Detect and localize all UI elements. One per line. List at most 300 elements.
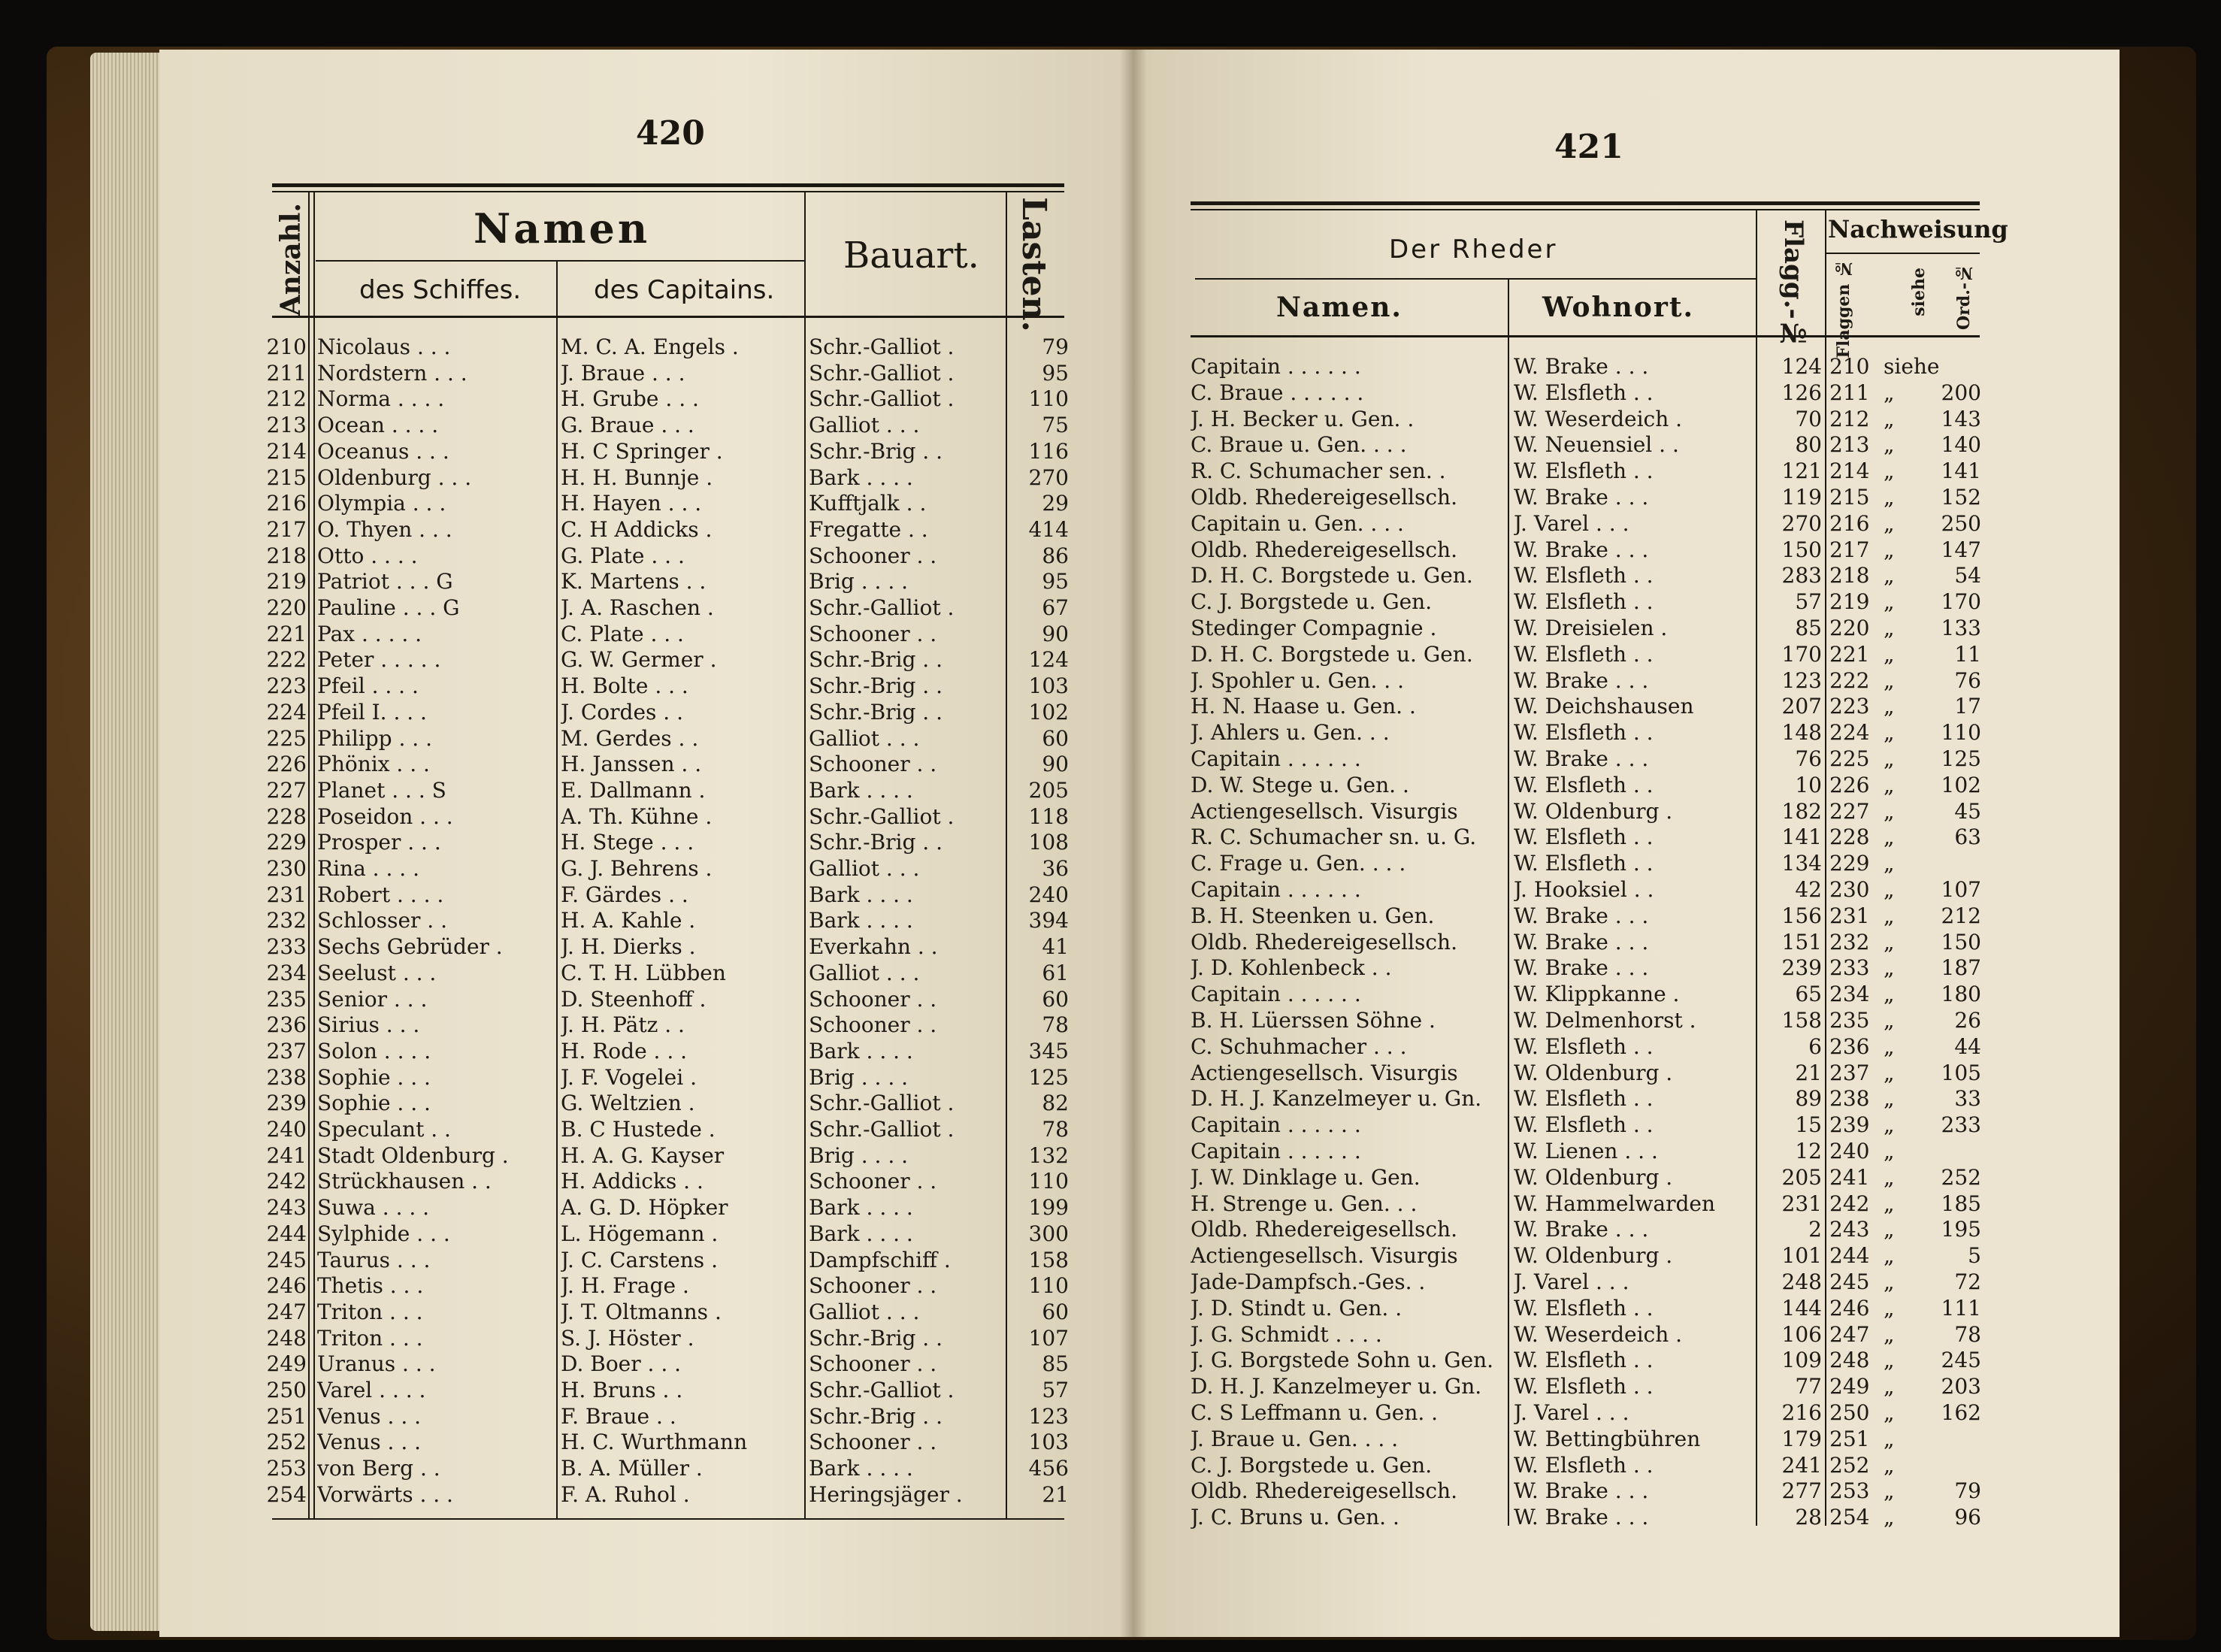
tonnage: 270 <box>1028 464 1069 490</box>
captain-name: M. Gerdes . . <box>561 725 699 751</box>
left-namen-rule <box>316 260 804 262</box>
owner-residence: W. Hammelwarden <box>1514 1191 1715 1216</box>
table-row <box>0 537 2221 563</box>
flag-number: 89 <box>1795 1086 1822 1112</box>
table-row <box>0 615 2221 641</box>
flag-number: 77 <box>1795 1374 1822 1399</box>
flags-ref: 217 <box>1829 537 1870 562</box>
row-number: 224 <box>266 699 307 725</box>
owner-name: J. D. Kohlenbeck . . <box>1191 955 1392 981</box>
row-number: 228 <box>266 803 307 829</box>
table-row <box>0 955 2221 981</box>
ship-name: Pfeil . . . . <box>317 673 419 699</box>
captain-name: J. A. Raschen . <box>561 595 714 620</box>
row-number: 239 <box>266 1091 307 1116</box>
build-type: Brig . . . . <box>809 569 909 595</box>
ship-name: Speculant . . <box>317 1117 451 1142</box>
row-number: 254 <box>266 1481 307 1507</box>
build-type: Schooner . . <box>809 1430 937 1455</box>
flags-ref: 247 <box>1829 1321 1870 1347</box>
table-row <box>0 1373 2221 1399</box>
see-ref: „ <box>1884 1348 1895 1373</box>
wohnort-header: Wohnort. <box>1542 292 1694 323</box>
ord-number: 33 <box>1954 1086 1981 1112</box>
right-top-rule <box>1191 201 1980 205</box>
flag-number: 12 <box>1795 1139 1822 1163</box>
captain-name: H. Hayen . . . <box>561 491 702 516</box>
owner-name: H. N. Haase u. Gen. . <box>1191 694 1416 719</box>
build-type: Bark . . . . <box>809 1038 913 1064</box>
owner-name: B. H. Lüerssen Söhne . <box>1191 1008 1436 1033</box>
flag-number: 85 <box>1795 616 1822 640</box>
row-number: 253 <box>266 1456 307 1481</box>
captain-name: C. Plate . . . <box>561 621 684 646</box>
ship-name: Philipp . . . <box>317 725 432 751</box>
ship-name: Suwa . . . . <box>317 1195 430 1221</box>
flag-number: 144 <box>1781 1295 1822 1321</box>
captain-name: A. G. D. Höpker <box>561 1195 728 1221</box>
ord-number: 45 <box>1954 798 1981 824</box>
see-ref: „ <box>1884 877 1895 902</box>
see-ref: „ <box>1884 1295 1895 1321</box>
table-row <box>0 772 2221 798</box>
owner-residence: W. Elsfleth . . <box>1514 380 1654 405</box>
ship-name: Sophie . . . <box>317 1091 431 1116</box>
row-number: 245 <box>266 1247 307 1272</box>
flag-number: 123 <box>1781 667 1822 693</box>
ord-number: 200 <box>1941 380 1981 405</box>
owner-residence: W. Klippkanne . <box>1514 982 1680 1007</box>
tonnage: 205 <box>1028 777 1069 803</box>
owner-name: D. H. C. Borgstede u. Gen. <box>1191 641 1473 667</box>
row-number: 229 <box>266 830 307 855</box>
flags-ref: 234 <box>1829 982 1870 1007</box>
namen-header: Namen <box>474 204 651 253</box>
row-number: 247 <box>266 1299 307 1324</box>
flag-number: 119 <box>1781 485 1822 510</box>
left-page-number: 420 <box>636 114 705 153</box>
row-number: 211 <box>266 360 307 386</box>
tonnage: 75 <box>1042 413 1069 438</box>
owner-name: J. G. Borgstede Sohn u. Gen. <box>1191 1348 1494 1373</box>
flags-ref: 250 <box>1829 1400 1870 1425</box>
tonnage: 300 <box>1028 1221 1069 1246</box>
right-rheder-rule <box>1195 278 1756 280</box>
owner-residence: W. Elsfleth . . <box>1514 1086 1654 1112</box>
captain-name: G. Weltzien . <box>561 1091 695 1116</box>
owner-name: C. J. Borgstede u. Gen. <box>1191 589 1433 615</box>
owner-name: Actiengesellsch. Visurgis <box>1191 798 1458 824</box>
see-ref: „ <box>1884 1112 1895 1138</box>
table-row <box>0 510 2221 537</box>
ship-name: Solon . . . . <box>317 1038 431 1064</box>
build-type: Schr.-Galliot . <box>809 803 955 829</box>
flag-number: 277 <box>1781 1478 1822 1504</box>
owner-name: J. Ahlers u. Gen. . . <box>1191 720 1390 746</box>
build-type: Galliot . . . <box>809 960 920 985</box>
build-type: Schooner . . <box>809 752 937 777</box>
owner-residence: J. Varel . . . <box>1514 1269 1629 1294</box>
owner-residence: W. Brake . . . <box>1514 746 1649 771</box>
see-ref: „ <box>1884 616 1895 640</box>
siehe-subheader: siehe <box>1909 268 1929 316</box>
owner-residence: W. Elsfleth . . <box>1514 1295 1654 1321</box>
tonnage: 60 <box>1042 725 1069 751</box>
ord-number: 143 <box>1941 406 1981 431</box>
see-ref: „ <box>1884 694 1895 719</box>
captain-name: M. C. A. Engels . <box>561 334 739 359</box>
build-type: Schr.-Brig . . <box>809 438 943 464</box>
ord-number: 195 <box>1941 1217 1981 1242</box>
right-header-bottom-rule <box>1191 335 1980 337</box>
ship-name: Stadt Oldenburg . <box>317 1142 509 1168</box>
flags-ref: 218 <box>1829 563 1870 588</box>
owner-residence: W. Brake . . . <box>1514 354 1649 379</box>
tonnage: 21 <box>1042 1481 1069 1507</box>
ord-number: 162 <box>1941 1400 1981 1425</box>
owner-residence: W. Weserdeich . <box>1514 1321 1683 1347</box>
row-number: 238 <box>266 1064 307 1090</box>
row-number: 225 <box>266 725 307 751</box>
row-number: 226 <box>266 752 307 777</box>
tonnage: 61 <box>1042 960 1069 985</box>
flags-ref: 245 <box>1829 1269 1870 1294</box>
flagg-header: Flagg.-№ <box>1778 219 1808 349</box>
captain-name: J. H. Frage . <box>561 1273 689 1299</box>
tonnage: 158 <box>1028 1247 1069 1272</box>
ord-number: 203 <box>1941 1374 1981 1399</box>
flags-ref: 236 <box>1829 1033 1870 1059</box>
captain-name: H. Grube . . . <box>561 386 699 412</box>
see-ref: „ <box>1884 667 1895 693</box>
build-type: Schooner . . <box>809 1012 937 1038</box>
flaggen-subheader: Flaggen № <box>1834 259 1853 359</box>
tonnage: 240 <box>1028 882 1069 907</box>
flags-ref: 226 <box>1829 772 1870 797</box>
see-ref: „ <box>1884 1374 1895 1399</box>
ord-number: 185 <box>1941 1191 1981 1216</box>
flag-number: 239 <box>1781 955 1822 981</box>
tonnage: 95 <box>1042 360 1069 386</box>
ship-name: Strückhausen . . <box>317 1169 492 1194</box>
owner-residence: J. Varel . . . <box>1514 1400 1629 1425</box>
flags-ref: 224 <box>1829 720 1870 746</box>
owner-name: Capitain . . . . . . <box>1191 982 1361 1007</box>
owner-residence: W. Brake . . . <box>1514 537 1649 562</box>
table-row <box>0 981 2221 1007</box>
flags-ref: 235 <box>1829 1008 1870 1033</box>
ord-number: 79 <box>1954 1478 1981 1504</box>
row-number: 230 <box>266 856 307 881</box>
see-ref: „ <box>1884 406 1895 431</box>
row-number: 217 <box>266 516 307 542</box>
captain-name: B. A. Müller . <box>561 1456 703 1481</box>
ord-number: 96 <box>1954 1505 1981 1530</box>
flag-number: 21 <box>1795 1060 1822 1085</box>
nachweisung-header: Nachweisung <box>1828 215 2008 244</box>
row-number: 233 <box>266 934 307 960</box>
owner-residence: W. Elsfleth . . <box>1514 851 1654 876</box>
captain-name: D. Boer . . . <box>561 1351 682 1377</box>
table-row <box>0 903 2221 929</box>
owner-residence: J. Varel . . . <box>1514 510 1629 536</box>
row-number: 236 <box>266 1012 307 1038</box>
owner-name: Jade-Dampfsch.-Ges. . <box>1191 1269 1426 1294</box>
owner-residence: W. Brake . . . <box>1514 955 1649 981</box>
tonnage: 107 <box>1028 1325 1069 1351</box>
table-row <box>0 380 2221 406</box>
row-number: 220 <box>266 595 307 620</box>
owner-residence: W. Oldenburg . <box>1514 1243 1673 1269</box>
see-ref: „ <box>1884 1139 1895 1163</box>
ord-number: 105 <box>1941 1060 1981 1085</box>
captain-name: G. Braue . . . <box>561 413 694 438</box>
flag-number: 42 <box>1795 877 1822 902</box>
build-type: Schr.-Brig . . <box>809 673 943 699</box>
owner-residence: W. Lienen . . . <box>1514 1139 1658 1163</box>
ship-name: Uranus . . . <box>317 1351 436 1377</box>
flag-number: 57 <box>1795 589 1822 615</box>
captain-name: H. A. Kahle . <box>561 908 696 933</box>
owner-name: J. Braue u. Gen. . . . <box>1191 1426 1399 1451</box>
captain-name: H. H. Bunnje . <box>561 464 713 490</box>
table-row <box>0 693 2221 719</box>
table-row <box>0 431 2221 458</box>
flag-number: 134 <box>1781 851 1822 876</box>
ord-number: 133 <box>1941 616 1981 640</box>
see-ref: „ <box>1884 641 1895 667</box>
ord-number: 187 <box>1941 955 1981 981</box>
captain-name: H. Addicks . . <box>561 1169 704 1194</box>
row-number: 232 <box>266 908 307 933</box>
build-type: Schooner . . <box>809 1169 937 1194</box>
see-ref: „ <box>1884 1008 1895 1033</box>
see-ref: „ <box>1884 1321 1895 1347</box>
owner-residence: W. Oldenburg . <box>1514 1164 1673 1190</box>
ord-number: 107 <box>1941 877 1981 902</box>
row-number: 216 <box>266 491 307 516</box>
captain-name: J. Braue . . . <box>561 360 685 386</box>
owner-name: Oldb. Rhedereigesellsch. <box>1191 929 1457 955</box>
flags-ref: 231 <box>1829 903 1870 928</box>
ship-name: Sylphide . . . <box>317 1221 450 1246</box>
owner-name: Actiengesellsch. Visurgis <box>1191 1060 1458 1085</box>
ord-number: 140 <box>1941 432 1981 458</box>
flags-ref: 212 <box>1829 406 1870 431</box>
see-ref: „ <box>1884 772 1895 797</box>
owner-residence: W. Elsfleth . . <box>1514 641 1654 667</box>
see-ref: „ <box>1884 1269 1895 1294</box>
flag-number: 148 <box>1781 720 1822 746</box>
build-type: Brig . . . . <box>809 1142 909 1168</box>
tonnage: 116 <box>1028 438 1069 464</box>
table-row <box>0 1295 2221 1321</box>
build-type: Schooner . . <box>809 1351 937 1377</box>
table-row <box>0 458 2221 484</box>
owner-name: Oldb. Rhedereigesellsch. <box>1191 485 1457 510</box>
row-number: 223 <box>266 673 307 699</box>
build-type: Schr.-Brig . . <box>809 1403 943 1429</box>
captain-name: H. Bolte . . . <box>561 673 688 699</box>
flag-number: 126 <box>1781 380 1822 405</box>
ord-number: 245 <box>1941 1348 1981 1373</box>
captain-name: H. Rode . . . <box>561 1038 688 1064</box>
flags-ref: 249 <box>1829 1374 1870 1399</box>
flags-ref: 225 <box>1829 746 1870 771</box>
build-type: Schooner . . <box>809 986 937 1012</box>
table-row <box>0 1399 2221 1426</box>
row-number: 219 <box>266 569 307 595</box>
owner-name: Oldb. Rhedereigesellsch. <box>1191 537 1457 562</box>
ord-number: 170 <box>1941 589 1981 615</box>
tonnage: 394 <box>1028 908 1069 933</box>
table-row <box>0 1007 2221 1033</box>
ship-name: Triton . . . <box>317 1299 423 1324</box>
owner-residence: W. Brake . . . <box>1514 667 1649 693</box>
owner-residence: W. Deichshausen <box>1514 694 1694 719</box>
table-row <box>0 484 2221 510</box>
ship-name: Taurus . . . <box>317 1247 431 1272</box>
flags-ref: 210 <box>1829 354 1870 379</box>
row-number: 237 <box>266 1038 307 1064</box>
flag-number: 270 <box>1781 510 1822 536</box>
flags-ref: 214 <box>1829 458 1870 484</box>
table-row <box>0 1478 2221 1504</box>
tonnage: 79 <box>1042 334 1069 359</box>
row-number: 227 <box>266 777 307 803</box>
flag-number: 6 <box>1808 1033 1822 1059</box>
flag-number: 124 <box>1781 354 1822 379</box>
owner-name: R. C. Schumacher sen. . <box>1191 458 1446 484</box>
row-number: 240 <box>266 1117 307 1142</box>
owner-name: D. H. J. Kanzelmeyer u. Gn. <box>1191 1086 1482 1112</box>
owner-residence: W. Neuensiel . . <box>1514 432 1679 458</box>
flag-number: 283 <box>1781 563 1822 588</box>
tonnage: 78 <box>1042 1117 1069 1142</box>
flag-number: 101 <box>1781 1243 1822 1269</box>
owner-name: R. C. Schumacher sn. u. G. <box>1191 824 1477 850</box>
tonnage: 132 <box>1028 1142 1069 1168</box>
flag-number: 205 <box>1781 1164 1822 1190</box>
owner-residence: W. Brake . . . <box>1514 1505 1649 1530</box>
tonnage: 95 <box>1042 569 1069 595</box>
ord-number: 152 <box>1941 485 1981 510</box>
row-number: 235 <box>266 986 307 1012</box>
ship-name: Ocean . . . . <box>317 413 439 438</box>
row-number: 252 <box>266 1430 307 1455</box>
build-type: Bark . . . . <box>809 1195 913 1221</box>
ship-name: O. Thyen . . . <box>317 516 452 542</box>
flag-number: 156 <box>1781 903 1822 928</box>
see-ref: „ <box>1884 851 1895 876</box>
ship-name: Norma . . . . <box>317 386 445 412</box>
ord-number: 212 <box>1941 903 1981 928</box>
see-ref: „ <box>1884 537 1895 562</box>
lasten-header: Lasten. <box>1015 197 1053 332</box>
tonnage: 29 <box>1042 491 1069 516</box>
see-ref: „ <box>1884 380 1895 405</box>
see-ref: „ <box>1884 903 1895 928</box>
owner-name: D. H. C. Borgstede u. Gen. <box>1191 563 1473 588</box>
tonnage: 82 <box>1042 1091 1069 1116</box>
owner-residence: W. Elsfleth . . <box>1514 563 1654 588</box>
owner-residence: W. Elsfleth . . <box>1514 824 1654 850</box>
tonnage: 456 <box>1028 1456 1069 1481</box>
owner-name: Stedinger Compagnie . <box>1191 616 1437 640</box>
see-ref: „ <box>1884 720 1895 746</box>
owner-name: J. H. Becker u. Gen. . <box>1191 406 1415 431</box>
flags-ref: 213 <box>1829 432 1870 458</box>
owner-name: J. W. Dinklage u. Gen. <box>1191 1164 1421 1190</box>
ord-number: 111 <box>1941 1295 1981 1321</box>
ship-name: Rina . . . . <box>317 856 419 881</box>
ship-name: Pax . . . . . <box>317 621 422 646</box>
table-row <box>0 353 2221 380</box>
build-type: Schooner . . <box>809 1273 937 1299</box>
row-number: 212 <box>266 386 307 412</box>
flag-number: 65 <box>1795 982 1822 1007</box>
captain-name: B. C Hustede . <box>561 1117 716 1142</box>
flags-ref: 241 <box>1829 1164 1870 1190</box>
see-ref: „ <box>1884 1164 1895 1190</box>
left-top-rule-thin <box>272 191 1064 192</box>
flags-ref: 254 <box>1829 1505 1870 1530</box>
flags-ref: 232 <box>1829 929 1870 955</box>
owner-name: C. S Leffmann u. Gen. . <box>1191 1400 1439 1425</box>
see-ref: „ <box>1884 432 1895 458</box>
ship-name: Pauline . . . G <box>317 595 460 620</box>
captain-name: J. C. Carstens . <box>561 1247 718 1272</box>
tonnage: 78 <box>1042 1012 1069 1038</box>
flags-ref: 248 <box>1829 1348 1870 1373</box>
tonnage: 60 <box>1042 1299 1069 1324</box>
captain-name: C. H Addicks . <box>561 516 713 542</box>
owner-name: D. H. J. Kanzelmeyer u. Gn. <box>1191 1374 1482 1399</box>
owner-residence: W. Oldenburg . <box>1514 1060 1673 1085</box>
ship-name: Patriot . . . G <box>317 569 453 595</box>
table-row <box>0 1452 2221 1478</box>
see-ref: „ <box>1884 1060 1895 1085</box>
flags-ref: 239 <box>1829 1112 1870 1138</box>
flag-number: 248 <box>1781 1269 1822 1294</box>
see-ref: „ <box>1884 982 1895 1007</box>
see-ref: „ <box>1884 955 1895 981</box>
ship-name: Phönix . . . <box>317 752 430 777</box>
see-ref: „ <box>1884 589 1895 615</box>
captain-name: A. Th. Kühne . <box>561 803 713 829</box>
ship-name: Planet . . . S <box>317 777 446 803</box>
tonnage: 123 <box>1028 1403 1069 1429</box>
see-ref: „ <box>1884 746 1895 771</box>
table-row <box>0 1504 2221 1530</box>
owner-residence: W. Brake . . . <box>1514 1217 1649 1242</box>
owner-residence: W. Delmenhorst . <box>1514 1008 1696 1033</box>
ship-name: Nicolaus . . . <box>317 334 451 359</box>
left-top-rule <box>272 183 1064 187</box>
ord-number: 102 <box>1941 772 1981 797</box>
flags-ref: 223 <box>1829 694 1870 719</box>
flags-ref: 238 <box>1829 1086 1870 1112</box>
tonnage: 110 <box>1028 1169 1069 1194</box>
see-ref: „ <box>1884 510 1895 536</box>
see-ref: „ <box>1884 563 1895 588</box>
build-type: Bark . . . . <box>809 882 913 907</box>
see-ref: „ <box>1884 824 1895 850</box>
table-row <box>0 406 2221 432</box>
row-number: 218 <box>266 543 307 568</box>
captain-name: G. J. Behrens . <box>561 856 713 881</box>
build-type: Galliot . . . <box>809 413 920 438</box>
